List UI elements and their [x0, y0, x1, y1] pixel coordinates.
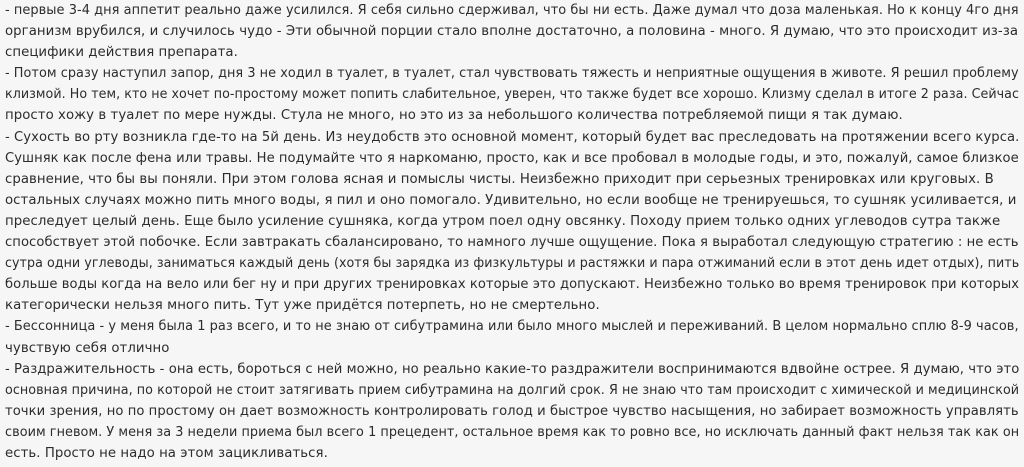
- text-line: сутра одни углеводы, заниматься каждый день (хотя бы зарядка из физкультуры и растяжки и пара отжиманий если в этот день идет отдых), пить: [5, 256, 1020, 272]
- text-line: основная причина, по которой не стоит затягивать прием сибутрамина на долгий срок. Я не знаю что там происходит с химической и медицинской: [5, 382, 1020, 398]
- text-line: своим гневом. У меня за 3 недели приема был всего 1 прецедент, остальное время как то ровно все, но исключать данный факт нельзя так как он: [5, 424, 1020, 440]
- article-text: [5, 0, 1019, 464]
- text-line: Сушняк как после фена или травы. Не подумайте что я наркоманю, просто, как и все пробовал в молодые годы, и это, пожалуй, самое близкое: [5, 150, 1019, 166]
- text-line: есть. Просто не надо на этом зацикливаться.: [5, 445, 328, 461]
- text-line: просто хожу в туалет по мере нужды. Стула не много, но это из за небольшого количества потребляемой пищи я так думаю.: [5, 108, 903, 124]
- text-line: - Сухость во рту возникла где-то на 5й день. Из неудобств это основной момент, который будет вас преследовать на протяжении всего курса.: [5, 129, 1020, 145]
- text-line: больше воды когда на вело или бег ну и при других тренировках которые это допускают. Неизбежно только во время тренировок при которых: [5, 277, 1020, 293]
- text-line: специфики действия препарата.: [5, 45, 238, 61]
- text-line: преследует целый день. Еще было усиление сушняка, когда утром поел одну овсянку. Походу прием только одних углеводов сутра также: [5, 213, 1001, 229]
- text-line: - Потом сразу наступил запор, дня 3 не ходил в туалет, в туалет, стал чувствовать тяжесть и неприятные ощущения в животе. Я решил проблему: [5, 66, 1019, 82]
- text-line: - Бессонница - у меня была 1 раз всего, и то не знаю от сибутрамина или было много мыслей и переживаний. В целом нормально сплю 8-9 часов,: [5, 319, 1019, 335]
- text-line: организм врубился, и случилось чудо - Эти обычной порции стало вполне достаточно, а половина - много. Я думаю, что это происходит из-за: [5, 24, 1019, 40]
- text-line: - Раздражительность - она есть, бороться с ней можно, но реально какие-то раздражители воспринимаются вдвойне острее. Я думаю, что это: [5, 361, 1020, 377]
- text-line: точки зрения, но по простому он дает возможность контролировать голод и быстрое чувство насыщения, но забирает возможность управлять: [5, 403, 1019, 419]
- text-line: клизмой. Но тем, кто не хочет по-простому может попить слабительное, уверен, что также будет все хорошо. Клизму сделал в итоге 2 раза. Сейчас: [5, 87, 1020, 103]
- text-line: категорически нельзя много пить. Тут уже придётся потерпеть, но не смертельно.: [5, 298, 600, 314]
- text-line: остальных случаях можно пить много воды, я пил и оно помогало. Удивительно, но если вообще не тренируешься, то сушняк усиливается, и: [5, 192, 1017, 208]
- text-line: сравнение, что бы вы поняли. При этом голова ясная и помыслы чисты. Неизбежно приходит при серьезных тренировках или круговых. В: [5, 171, 994, 187]
- text-line: чувствую себя отлично: [5, 340, 170, 356]
- text-line: - первые 3-4 дня аппетит реально даже усилился. Я себя сильно сдерживал, что бы ни есть. Даже думал что доза маленькая. Но к концу 4го дня: [5, 3, 1019, 18]
- text-line: способствует этой побочке. Если завтракать сбалансировано, то намного лучше ощущение. Пока я выработал следующую стратегию : не есть: [5, 235, 1019, 251]
